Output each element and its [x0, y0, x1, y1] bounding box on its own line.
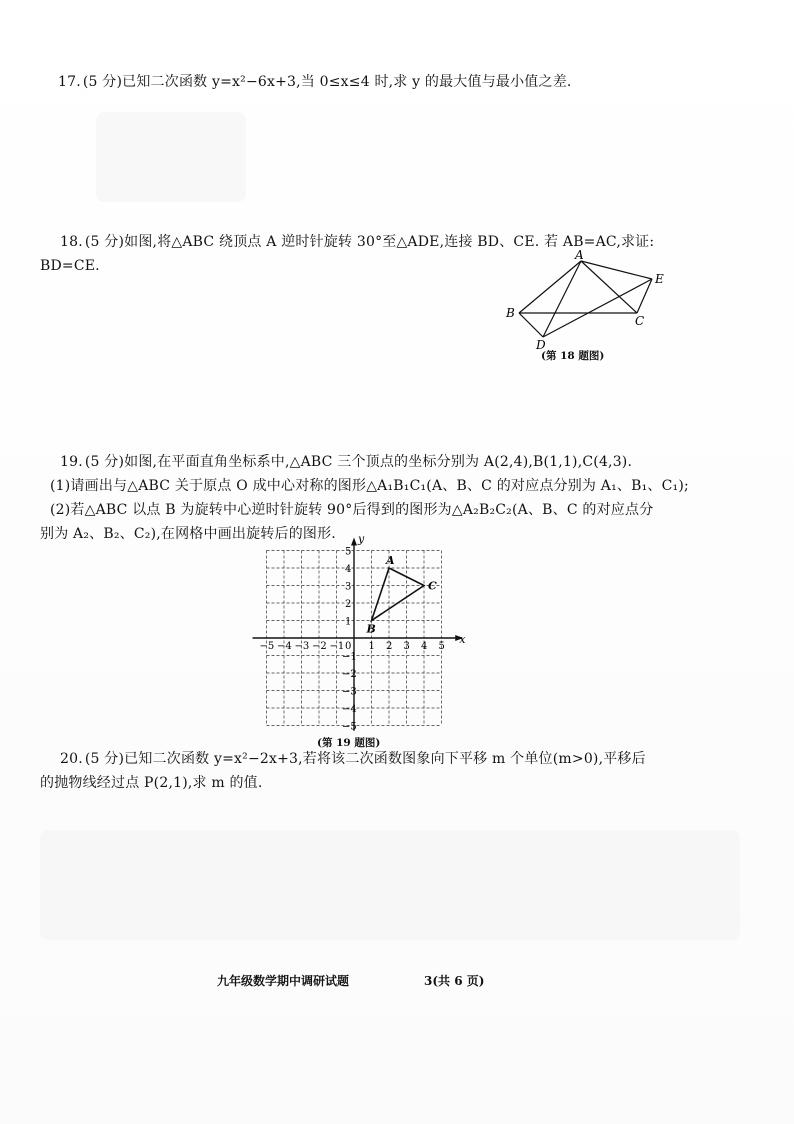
y-tick-label: 1: [345, 616, 352, 628]
question-number: 18.: [60, 234, 83, 250]
segment-ce: [637, 279, 652, 313]
question-text: (5 分)已知二次函数 y=x²−2x+3,若将该二次函数图象向下平移 m 个单位(m>0),平移后: [84, 751, 646, 767]
x-axis-label: x: [459, 633, 466, 646]
question-text-continued: BD=CE.: [40, 258, 100, 274]
question-part-2-continued: 别为 A₂、B₂、C₂),在网格中画出旋转后的图形.: [40, 526, 336, 542]
question-text: (5 分)如图,将△ABC 绕顶点 A 逆时针旋转 30°至△ADE,连接 BD、CE. 若 AB=AC,求证:: [84, 234, 655, 250]
question-20: [40, 747, 760, 795]
y-tick-label: −4: [342, 704, 357, 715]
x-tick-label: −3: [294, 641, 310, 652]
segment-ab: [519, 261, 581, 313]
question-text-continued: 的抛物线经过点 P(2,1),求 m 的值.: [40, 775, 263, 791]
question-part-1: (1)请画出与△ABC 关于原点 O 成中心对称的图形△A₁B₁C₁(A、B、C 的对应点分别为 A₁、B₁、C₁);: [50, 478, 689, 494]
point-label-d: D: [536, 338, 546, 352]
y-tick-label: 5: [345, 546, 352, 558]
question-text: (5 分)已知二次函数 y=x²−6x+3,当 0≤x≤4 时,求 y 的最大值与最小值之差.: [82, 74, 572, 90]
scan-shading: [96, 112, 246, 202]
question-number: 20.: [60, 751, 83, 767]
segment-bd: [519, 313, 543, 337]
figure-18-caption: (第 18 题图): [541, 350, 605, 362]
question-number: 17.: [58, 74, 81, 90]
x-tick-label: 5: [438, 641, 445, 652]
x-tick-label: 2: [386, 641, 393, 652]
segment-ad: [543, 261, 581, 337]
vertex-label: A: [386, 554, 395, 567]
x-tick-label: −2: [312, 641, 327, 652]
y-tick-label: −3: [342, 686, 357, 698]
triangle-abc: [372, 568, 425, 621]
scan-shading: [40, 830, 740, 940]
page-number: 3(共 6 页): [424, 974, 485, 988]
question-19: [40, 450, 760, 546]
x-tick-label: −5: [259, 641, 275, 652]
x-tick-label: 3: [403, 641, 410, 652]
y-tick-label: 4: [345, 564, 352, 575]
y-axis-label: y: [358, 532, 365, 546]
segment-ae: [581, 261, 652, 279]
exam-title: 九年级数学期中调研试题: [217, 974, 350, 988]
y-tick-label: 3: [345, 581, 352, 593]
question-17: [58, 70, 758, 94]
question-part-2: (2)若△ABC 以点 B 为旋转中心逆时针旋转 90°后得到的图形为△A₂B₂C₂(A、B、C 的对应点分: [50, 502, 654, 518]
point-label-c: C: [635, 314, 645, 328]
figure-19-caption: (第 19 题图): [317, 737, 381, 749]
segment-de: [543, 279, 652, 337]
vertex-label: C: [428, 579, 437, 593]
y-tick-label: −2: [342, 669, 357, 680]
point-label-e: E: [655, 272, 664, 286]
vertex-label: B: [366, 622, 376, 636]
y-tick-label: −5: [342, 721, 357, 733]
figure-19-grid: [238, 532, 470, 740]
x-tick-label: −4: [277, 641, 292, 652]
y-tick-label: −1: [342, 651, 357, 663]
segment-ac: [581, 261, 637, 313]
question-text: (5 分)如图,在平面直角坐标系中,△ABC 三个顶点的坐标分别为 A(2,4),B(1,1),C(4,3).: [84, 454, 633, 470]
x-tick-label: 0: [345, 641, 352, 652]
point-label-a: A: [575, 248, 584, 262]
y-tick-label: 2: [345, 599, 352, 610]
x-tick-label: 1: [368, 641, 375, 652]
x-tick-label: −1: [329, 641, 345, 652]
x-tick-label: 4: [421, 641, 428, 652]
question-number: 19.: [60, 454, 83, 470]
point-label-b: B: [506, 306, 515, 320]
